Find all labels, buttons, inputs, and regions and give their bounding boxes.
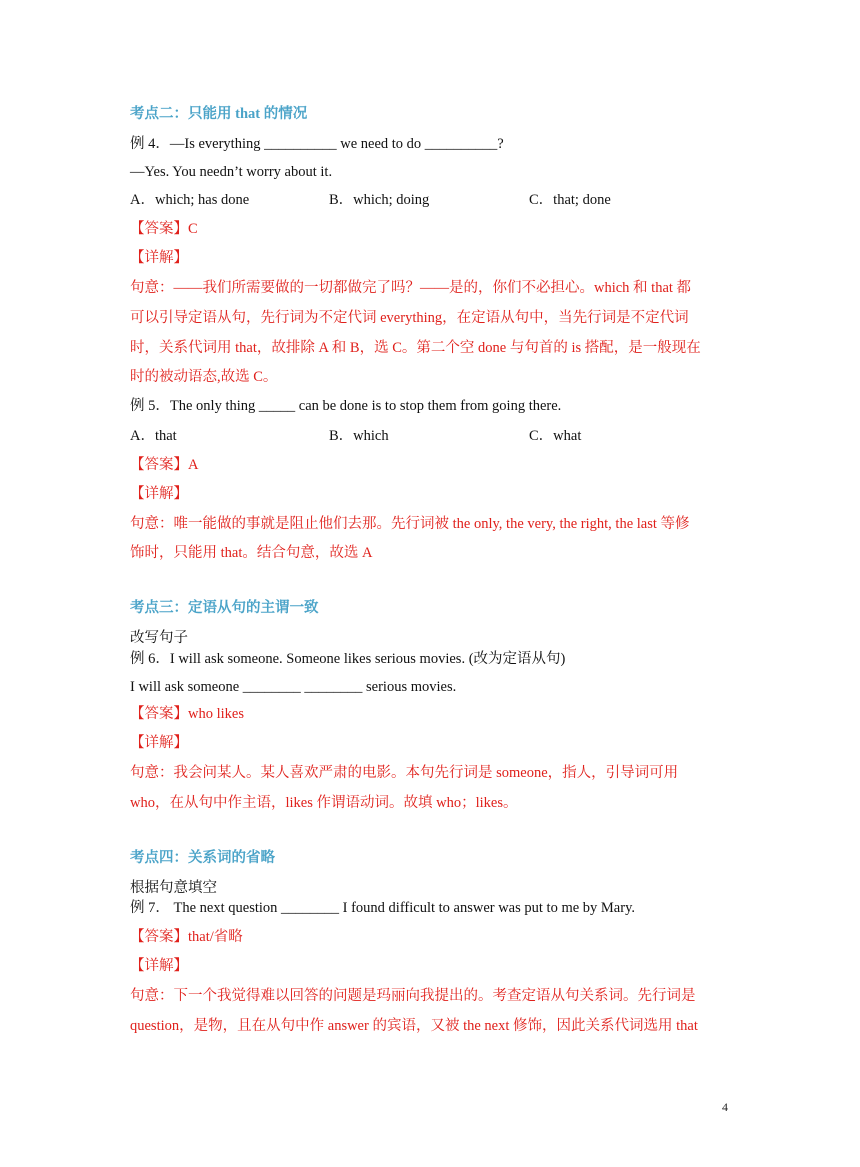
example-5-option-a: A．that [130,428,177,444]
example-4-detail-label: 【详解】 [130,250,188,266]
section-4-intro: 根据句意填空 [130,880,217,896]
section-heading-4: 考点四：关系词的省略 [130,850,275,866]
example-5-explain-line: 句意：唯一能做的事就是阻止他们去那。先行词被 the only, the very, the right, the last 等修 [130,516,690,532]
example-4-answer: 【答案】C [130,221,198,237]
example-7-question: 例 7． The next question ________ I found difficult to answer was put to me by Mary. [130,900,636,916]
section-heading-3: 考点三：定语从句的主谓一致 [130,600,319,616]
example-4-explain-line: 可以引导定语从句，先行词为不定代词 everything，在定语从句中，当先行词是不定代词 [130,310,689,326]
section-3-intro: 改写句子 [130,630,188,646]
example-5-option-b: B．which [329,428,389,444]
example-7-detail-label: 【详解】 [130,958,188,974]
section-heading-2: 考点二：只能用 that 的情况 [130,106,308,122]
example-4-option-b: B．which; doing [329,192,430,208]
example-7-explain-line: question，是物，且在从句中作 answer 的宾语，又被 the next 修饰，因此关系代词选用 that [130,1018,698,1034]
page-number: 4 [722,1100,728,1114]
example-4-option-c: C．that; done [529,192,611,208]
example-4-reply: —Yes. You needn’t worry about it. [130,164,333,180]
example-4-option-a: A．which; has done [130,192,250,208]
example-7-answer: 【答案】that/省略 [130,929,243,945]
example-4-explain-line: 句意：——我们所需要做的一切都做完了吗？——是的，你们不必担心。which 和 that 都 [130,280,692,296]
example-6-explain-line: 句意：我会问某人。某人喜欢严肃的电影。本句先行词是 someone，指人，引导词可用 [130,765,679,781]
example-5-explain-line: 饰时，只能用 that。结合句意，故选 A [130,545,373,561]
example-5-question: 例 5．The only thing _____ can be done is to stop them from going there. [130,398,562,414]
example-6-explain-line: who，在从句中作主语，likes 作谓语动词。故填 who；likes。 [130,795,518,811]
example-4-question: 例 4．—Is everything __________ we need to do __________? [130,136,504,152]
example-4-explain-line: 时的被动语态,故选 C。 [130,369,278,385]
example-5-option-c: C．what [529,428,582,444]
example-6-blank: I will ask someone ________ ________ serious movies. [130,679,457,695]
example-4-explain-line: 时，关系代词用 that，故排除 A 和 B，选 C。第二个空 done 与句首的 is 搭配，是一般现在 [130,340,701,356]
example-5-answer: 【答案】A [130,457,199,473]
example-6-answer: 【答案】who likes [130,706,244,722]
example-7-explain-line: 句意：下一个我觉得难以回答的问题是玛丽向我提出的。考查定语从句关系词。先行词是 [130,988,696,1004]
example-5-detail-label: 【详解】 [130,486,188,502]
example-6-detail-label: 【详解】 [130,735,188,751]
example-6-question: 例 6．I will ask someone. Someone likes serious movies. (改为定语从句) [130,651,566,667]
